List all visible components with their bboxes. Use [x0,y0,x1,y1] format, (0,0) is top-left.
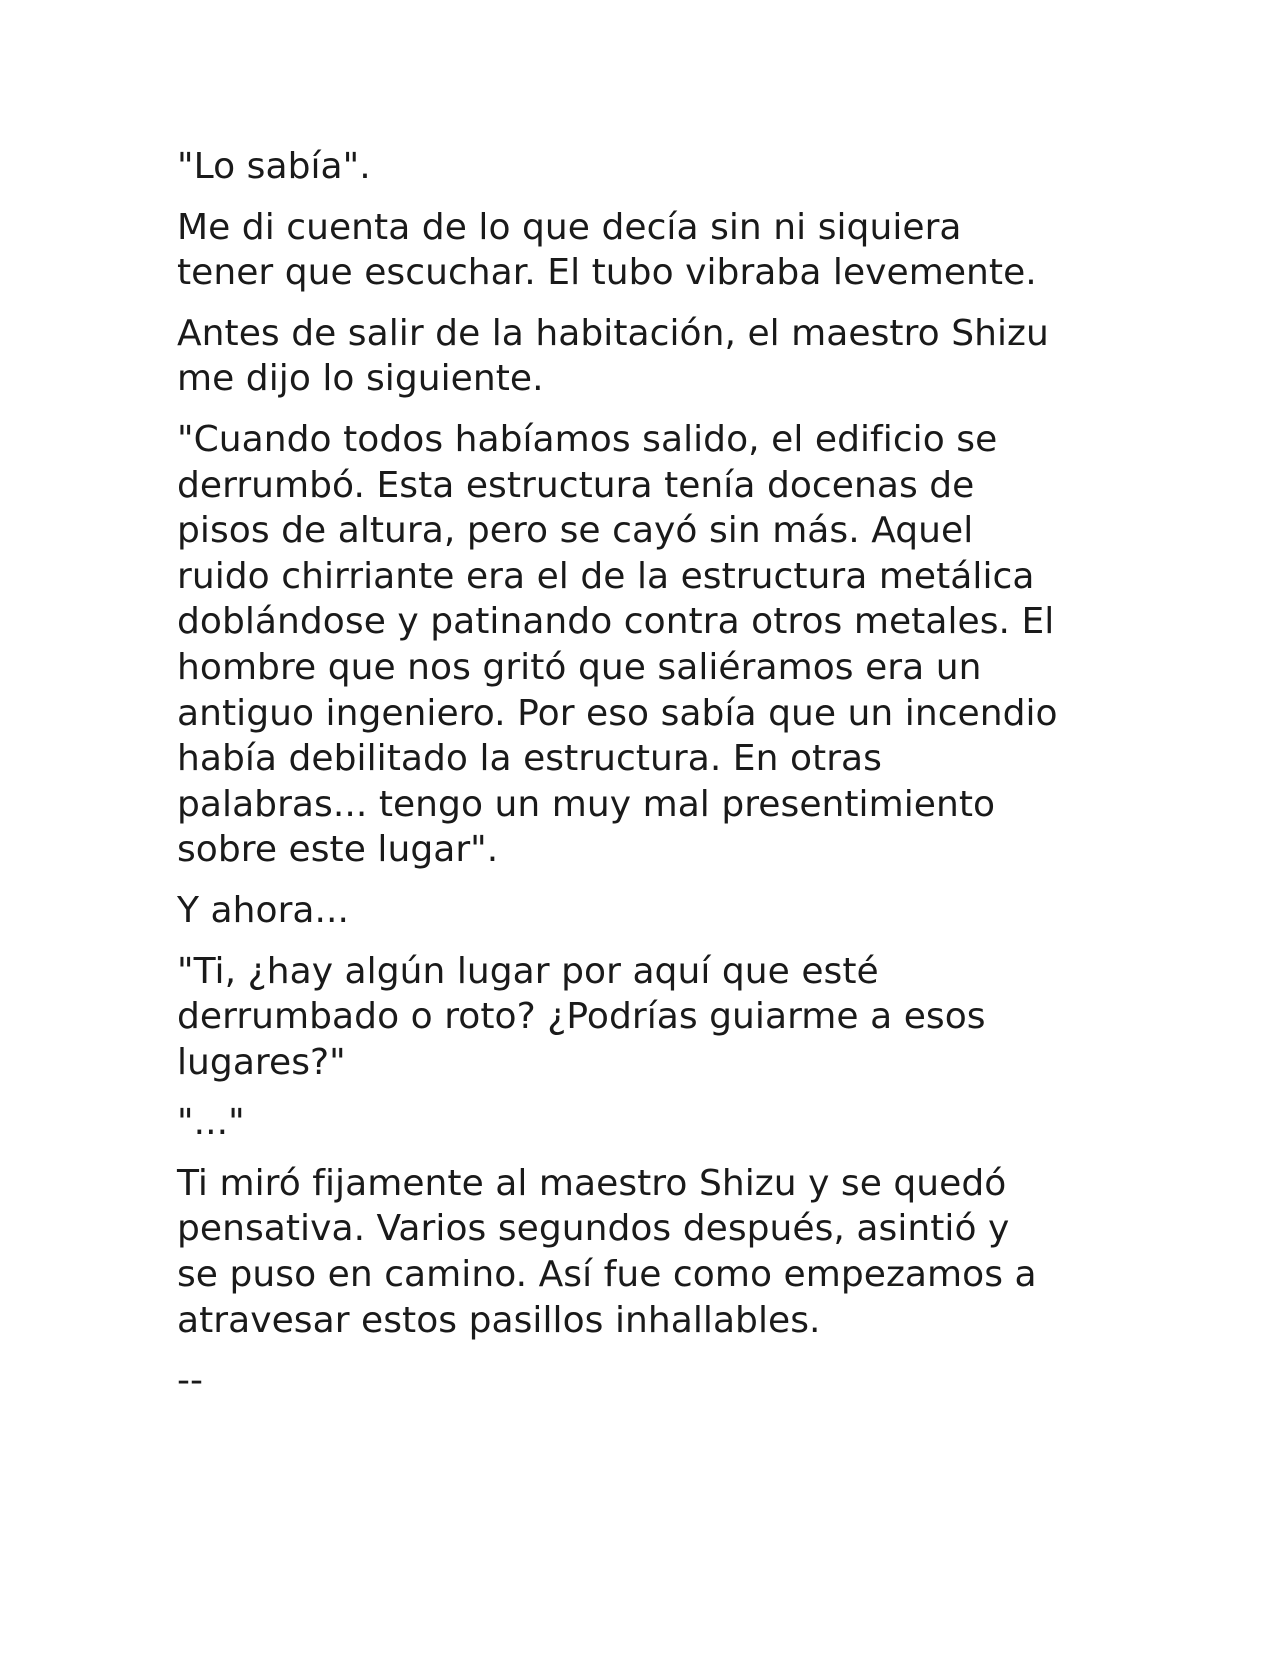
paragraph-silencio: "..." [177,1102,245,1144]
paragraph-antes-de-salir: Antes de salir de la habitación, el maestro Shizu me dijo lo siguiente. [177,312,1049,400]
paragraph-edificio-derrumbo: "Cuando todos habíamos salido, el edificio se derrumbó. Esta estructura tenía docenas de pisos de altura, pero se cayó sin más. Aquel ruido chirriante era el de la estructura metálica doblándose y patinando contra otros metales. El hombre que nos gritó que saliéramos era un antiguo ingeniero. Por eso sabía que un incendio había debilitado la estructura. En otras palabras... tengo un muy mal presentimiento sobre este lugar". [177,418,1058,871]
paragraph-ti-miro: Ti miró fijamente al maestro Shizu y se quedó pensativa. Varios segundos después, asintió y se puso en camino. Así fue como empezamos a atravesar estos pasillos inhallables. [177,1162,1037,1341]
paragraph-y-ahora: Y ahora... [177,889,350,931]
section-separator: -- [177,1360,204,1402]
body-text [177,144,1130,1404]
paragraph-pregunta-ti: "Ti, ¿hay algún lugar por aquí que esté derrumbado o roto? ¿Podrías guiarme a esos lugares?" [177,950,986,1083]
paragraph-tubo-vibraba: Me di cuenta de lo que decía sin ni siquiera tener que escuchar. El tubo vibraba levemente. [177,206,1037,294]
paragraph-lo-sabia: "Lo sabía". [177,146,371,187]
